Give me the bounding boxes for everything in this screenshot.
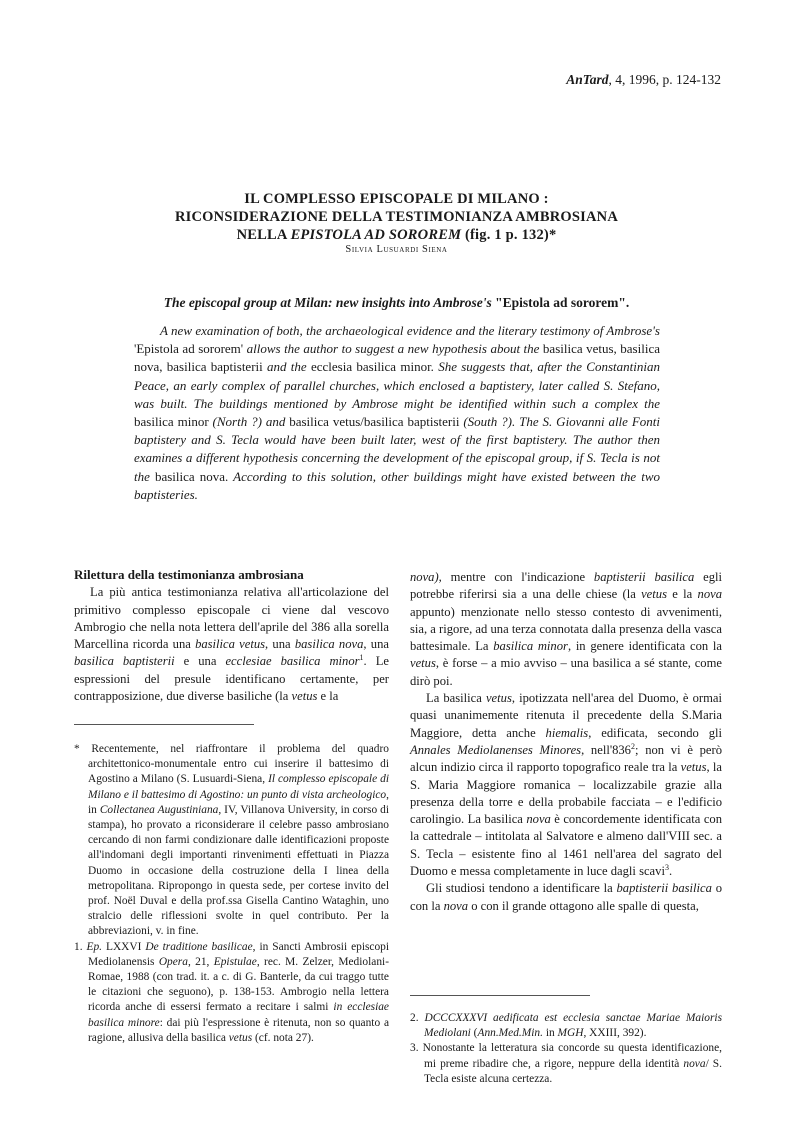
body-paragraph-3: La basilica vetus, ipotizzata nell'area del Duomo, è ormai quasi unanimemente ritenuta il precedente della S.Maria Maggiore, detta anche hiemalis, edificata, secondo gli Annales Mediolanenses Minores, $nell'836^2$; non vi è però alcun indizio circa il rapporto topografico reale tra la vetus, la S. Maria Maggiore romanica – localizzabile grazie alla presenza della torre e della probabile facciata – e l'edificio carolingio. La basilica nova è concordemente identificata con la cattedrale – intitolata al Salvatore e almeno dall'VIII sec. a S. Tecla – esistente fino al 1461 nell'area del sagrato del Duomo e messa completamente in luce dagli scavi$^3$.: [410, 691, 723, 879]
footnote-divider-right: [410, 995, 590, 996]
journal-name: AnTard: [566, 72, 609, 87]
footnote-ref-3[interactable]: 3: [664, 862, 669, 872]
section-heading: Rilettura della testimonianza ambrosiana: [74, 567, 304, 582]
footnote-1: 1. Ep. LXXVI De traditione basilicae, in Sancti Ambrosii episcopi Mediolanensis Opera, 21, Epistulae, rec. M. Zelzer, Mediolani-Romae, 1988 (con trad. it. a c. di G. Banterle, da cui traggo tutte le citazioni che seguono), p. 138-153. Ambrogio nella lettera ricorda anche di essersi fermato a recitare i salmi in ecclesiae basilica minore: dai più l'espressione è ritenuta, non so quanto a ragione, allusiva della basilica vetus (cf. nota 27).: [74, 940, 390, 1044]
body-paragraph-2: nova), mentre con l'indicazione baptisterii basilica egli potrebbe riferirsi sia a una delle chiese (la vetus e la nova appunto) menzionate nello stesso contesto di avvenimenti, sia, a rigore, ad una terza connotata dalla presenza della vasca battesimale. La basilica minor, in genere identificata con la vetus, è forse – a mio avviso – una basilica a sé stante, come dirò poi.: [410, 570, 723, 688]
author-name: Silvia Lusuardi Siena: [345, 244, 448, 255]
footnotes-right: [410, 1011, 722, 1087]
footnote-ref-1[interactable]: 1: [359, 653, 364, 663]
running-header: [566, 72, 721, 88]
footnote-star: * Recentemente, nel riaffrontare il problema del quadro architettonico-monumentale entro cui inserire il battesimo di Agostino a Milano (S. Lusuardi-Siena, Il complesso episcopale di Milano e il battesimo di Agostino: un punto di vista archeologico, in Collectanea Augustiniana, IV, Villanova University, in corso di stampa), ho provato a riconsiderare il celebre passo ambrosiano cercando di non farmi condizionare dalle identificazioni proposte all'indomani degli importanti rinvenimenti effettuati in Piazza Duomo in occasione della costruzione della I linea della metropolitana. Ripropongo in questa sede, per cortese invito del prof. Noël Duval e della prof.ssa Gisella Cantino Wataghin, uno stralcio delle riflessioni svolte in quel contributo. Per la abbreviazioni, v. in fine.: [74, 743, 389, 938]
body-paragraph-1: La più antica testimonianza relativa all'articolazione del primitivo complesso episcopale ci viene dal vescovo Ambrogio che nella nota lettera dell'aprile del 386 alla sorella Marcellina ricorda una basilica vetus, una basilica nova, una basilica baptisterii e una ecclesiae basilica minor$^1$. Le espressioni del presule identificano certamente, per contrapposizione, due diverse basiliche (la vetus e la: [74, 585, 389, 704]
footnotes-left: [74, 742, 389, 1046]
footnote-divider-left: [74, 724, 254, 725]
body-paragraph-4: Gli studiosi tendono a identificare la baptisterii basilica o con la nova o con il grande ottagono alle spalle di questa,: [410, 881, 723, 913]
journal-citation: , 4, 1996, p. 124-132: [608, 72, 721, 87]
abstract: A new examination of both, the archaeological evidence and the literary testimony of Ambrose's 'Epistola ad sororem' allows the author to suggest a new hypothesis about the basilica vetus, basilica nova, basilica baptisterii and the ecclesia basilica minor. She suggests that, after the Constantinian Peace, an early complex of parallel churches, which enclosed a baptistery, later called S. Stefano, was built. The buildings mentioned by Ambrose might be identified within such a complex the basilica minor (North ?) and basilica vetus/basilica baptisterii (South ?). The S. Giovanni alle Fonti baptistery and S. Tecla would have been built later, west of the first baptistery. The author then examines a different hypothesis concerning the development of the episcopal group, if S. Tecla is not the basilica nova. According to this solution, other buildings might have existed between the two baptisteries.: [134, 323, 661, 502]
footnote-2: 2. DCCCXXXVI aedificata est ecclesia sanctae Mariae Maioris Mediolani (Ann.Med.Min. in MGH, XXIII, 392).: [410, 1012, 723, 1040]
english-title: The episcopal group at Milan: new insights into Ambrose's "Epistola ad sororem".: [163, 295, 630, 310]
title-line-1: IL COMPLESSO EPISCOPALE DI MILANO :: [244, 191, 549, 207]
footnote-3: 3. Nonostante la letteratura sia concorde su questa identificazione, mi preme ribadire che, a rigore, neppure della identità nova/ S. Tecla esiste alcuna certezza.: [410, 1042, 722, 1085]
left-column: [74, 566, 389, 705]
right-column: [410, 569, 722, 915]
footnote-ref-2[interactable]: 2: [630, 741, 635, 751]
title-line-3: NELLA EPISTOLA AD SOROREM (fig. 1 p. 132)*: [236, 227, 557, 243]
title-line-2: RICONSIDERAZIONE DELLA TESTIMONIANZA AMBROSIANA: [174, 209, 619, 225]
